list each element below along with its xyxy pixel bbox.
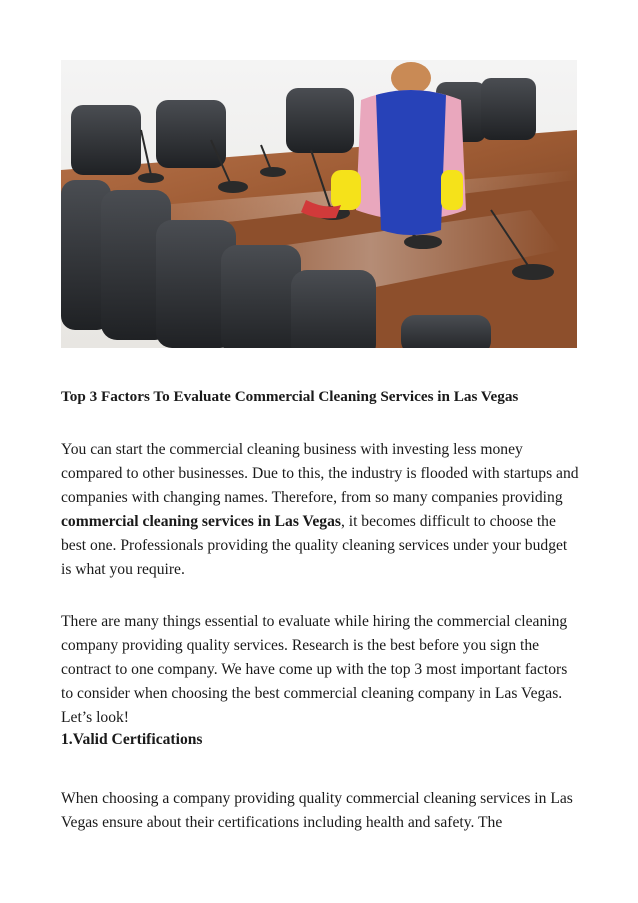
paragraph-certifications: When choosing a company providing quality commercial cleaning services in Las Vegas ensure about their certifications including health and safety. The bbox=[61, 790, 573, 831]
paragraph-intro-text-after: , it becomes difficult to choose the best one. Professionals providing the quality cleaning services under your budget is what you require. bbox=[61, 513, 568, 578]
keyword-link-text: commercial cleaning services in Las Vegas bbox=[61, 513, 341, 530]
page-title: Top 3 Factors To Evaluate Commercial Cleaning Services in Las Vegas bbox=[61, 388, 519, 405]
paragraph-evaluation: There are many things essential to evaluate while hiring the commercial cleaning company providing quality services. Research is the best before you sign the contract to one company. We have come up with the top 3 most important factors to consider when choosing the best commercial cleaning company in Las Vegas. Let’s look! bbox=[61, 613, 568, 726]
section-heading-certifications: 1.Valid Certifications bbox=[61, 731, 203, 748]
paragraph-intro-text-before: You can start the commercial cleaning business with investing less money compared to other businesses. Due to this, the industry is flooded with startups and companies with changing names. Therefore, from so many companies providing bbox=[61, 441, 579, 506]
office-cleaning-photo bbox=[61, 60, 577, 348]
paragraph-intro bbox=[61, 438, 581, 582]
photo-illustration bbox=[61, 60, 577, 348]
